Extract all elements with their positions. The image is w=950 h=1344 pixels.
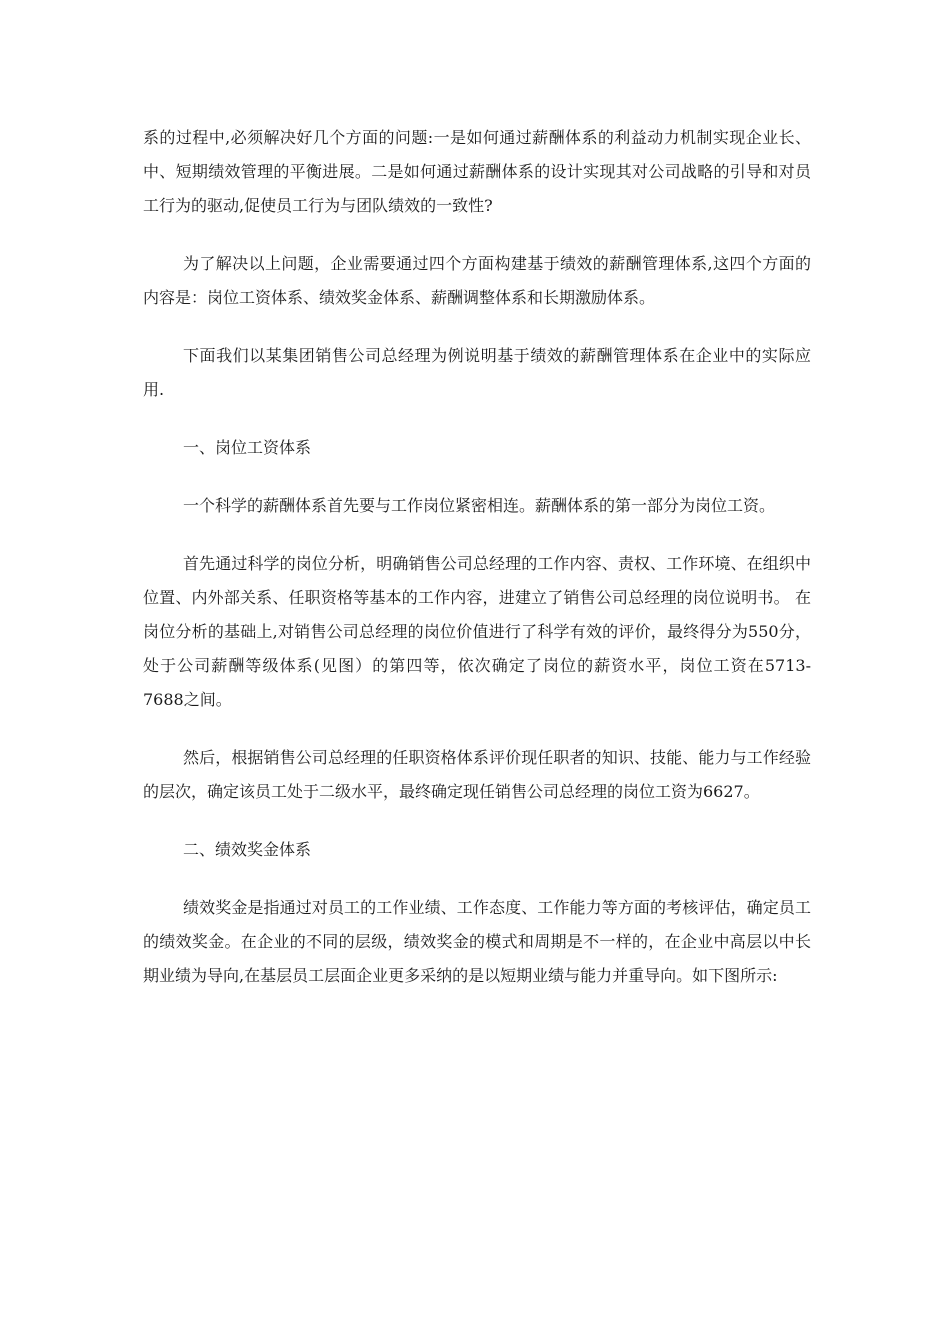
paragraph-four-aspects: 为了解决以上问题，企业需要通过四个方面构建基于绩效的薪酬管理体系,这四个方面的内容是：岗位工资体系、绩效奖金体系、薪酬调整体系和长期激励体系。 <box>143 254 811 307</box>
paragraph-performance-bonus: 绩效奖金是指通过对员工的工作业绩、工作态度、工作能力等方面的考核评估，确定员工的绩效奖金。在企业的不同的层级，绩效奖金的模式和周期是不一样的，在企业中高层以中长期业绩为导向,在基层员工层面企业更多采纳的是以短期业绩与能力并重导向。如下图所示: <box>143 898 811 985</box>
paragraph-qualification-level: 然后，根据销售公司总经理的任职资格体系评价现任职者的知识、技能、能力与工作经验的层次，确定该员工处于二级水平，最终确定现任销售公司总经理的岗位工资为6627。 <box>143 748 811 801</box>
section-heading-position-salary: 一、岗位工资体系 <box>183 438 312 457</box>
section-heading-performance-bonus: 二、绩效奖金体系 <box>183 840 312 859</box>
paragraph-position-salary-intro: 一个科学的薪酬体系首先要与工作岗位紧密相连。薪酬体系的第一部分为岗位工资。 <box>183 496 776 515</box>
paragraph-intro-continuation: 系的过程中,必须解决好几个方面的问题:一是如何通过薪酬体系的利益动力机制实现企业长、中、短期绩效管理的平衡进展。二是如何通过薪酬体系的设计实现其对公司战略的引导和对员工行为的驱动,促使员工行为与团队绩效的一致性? <box>143 128 811 215</box>
paragraph-job-analysis: 首先通过科学的岗位分析，明确销售公司总经理的工作内容、责权、工作环境、在组织中位置、内外部关系、任职资格等基本的工作内容，进建立了销售公司总经理的岗位说明书。 在岗位分析的基础上,对销售公司总经理的岗位价值进行了科学有效的评价，最终得分为550分，处于公司薪酬等级体系(见图）的第四等，依次确定了岗位的薪资水平，岗位工资在5713-7688之间。 <box>143 554 811 709</box>
document-body <box>143 121 811 1017</box>
paragraph-example-intro: 下面我们以某集团销售公司总经理为例说明基于绩效的薪酬管理体系在企业中的实际应用. <box>143 346 811 399</box>
